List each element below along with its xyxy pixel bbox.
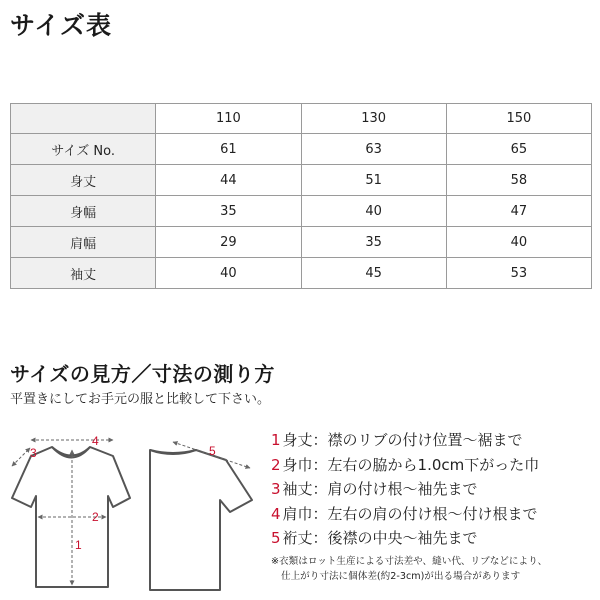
measurement-list <box>271 428 596 551</box>
table-cell: 61 <box>156 134 301 165</box>
table-cell: 29 <box>156 227 301 258</box>
table-cell: 58 <box>446 165 591 196</box>
table-cell: 40 <box>301 196 446 227</box>
row-header: 袖丈 <box>11 258 156 289</box>
size-note <box>271 554 596 584</box>
measurement-item <box>271 502 596 527</box>
table-row <box>11 165 592 196</box>
measurement-item <box>271 453 596 478</box>
table-cell: 40 <box>446 227 591 258</box>
measurement-text: 肩巾：左右の肩の付け根〜付け根まで <box>282 504 538 523</box>
table-cell: 35 <box>301 227 446 258</box>
diagram-label-1: 1 <box>75 538 82 552</box>
note-line: ※衣類はロット生産による寸法差や、縫い代、リブなどにより、 <box>271 556 548 567</box>
measurement-text: 袖丈：肩の付け根〜袖先まで <box>282 480 478 498</box>
diagram-label-4: 4 <box>92 434 99 448</box>
table-cell: 45 <box>301 258 446 289</box>
page-title: サイズ表 <box>10 11 113 40</box>
measurement-number: 1 <box>271 431 281 449</box>
measurement-number: 4 <box>271 504 281 523</box>
table-row <box>11 196 592 227</box>
measure-guide-title: サイズの見方／寸法の測り方 <box>10 362 275 386</box>
table-cell: 53 <box>446 258 591 289</box>
measurement-item <box>271 477 596 502</box>
table-row <box>11 227 592 258</box>
table-cell: 40 <box>156 258 301 289</box>
table-header-row <box>11 104 592 134</box>
diagram-label-2: 2 <box>92 510 99 524</box>
table-row <box>11 134 592 165</box>
row-header: サイズ No. <box>11 134 156 165</box>
table-cell: 44 <box>156 165 301 196</box>
row-header: 身幅 <box>11 196 156 227</box>
measurement-item <box>271 428 596 453</box>
row-header: 身丈 <box>11 165 156 196</box>
measurement-text: 身巾：左右の脇から1.0cm下がった巾 <box>282 455 540 474</box>
table-cell: 51 <box>301 165 446 196</box>
diagram-label-5: 5 <box>209 444 216 458</box>
column-header: 130 <box>301 104 446 134</box>
table-cell: 47 <box>446 196 591 227</box>
note-line: 仕上がり寸法に個体差(約2-3cm)が出る場合があります <box>281 571 521 582</box>
measurement-item <box>271 526 596 551</box>
row-header: 肩幅 <box>11 227 156 258</box>
diagram-label-3: 3 <box>30 446 37 460</box>
tshirt-measurement-diagram <box>0 420 268 600</box>
table-corner-cell <box>11 104 156 134</box>
measurement-text: 身丈：襟のリブの付け位置〜裾まで <box>282 431 523 449</box>
measure-guide-subtitle: 平置きにしてお手元の服と比較して下さい。 <box>10 392 271 407</box>
table-cell: 63 <box>301 134 446 165</box>
measurement-text: 裄丈：後襟の中央〜袖先まで <box>282 529 478 547</box>
column-header: 110 <box>156 104 301 134</box>
size-table <box>10 103 592 289</box>
table-cell: 35 <box>156 196 301 227</box>
tshirt-back-outline <box>150 450 252 590</box>
measurement-number: 3 <box>271 480 281 498</box>
table-cell: 65 <box>446 134 591 165</box>
measurement-number: 5 <box>271 529 281 547</box>
table-row <box>11 258 592 289</box>
column-header: 150 <box>446 104 591 134</box>
measurement-number: 2 <box>271 455 281 474</box>
